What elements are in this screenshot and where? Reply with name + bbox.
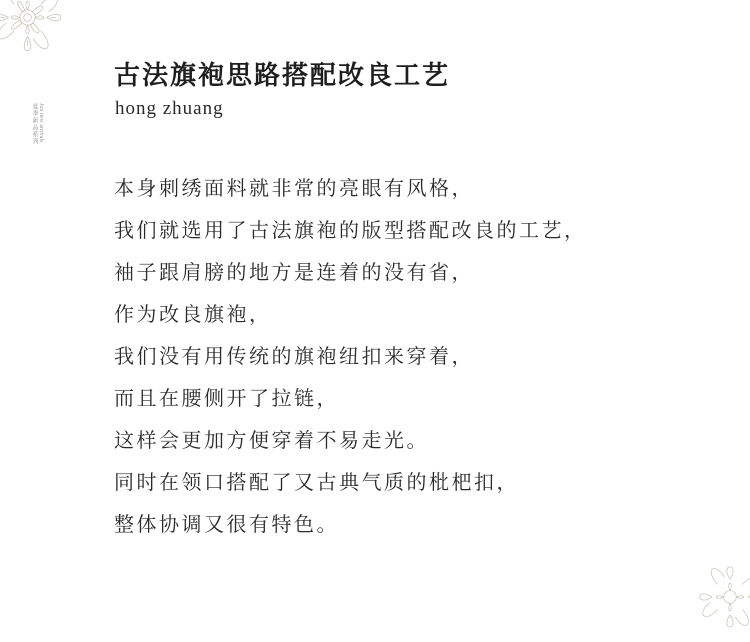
body-line: 而且在腰侧开了拉链， (114, 386, 339, 410)
side-caption (30, 103, 44, 173)
side-caption-zh: 夏季新品系列 (31, 103, 38, 145)
body-line: 作为改良旗袍， (114, 302, 272, 326)
peony-flower-outline-icon (0, 0, 75, 65)
body-line: 整体协调又很有特色。 (114, 512, 339, 536)
body-line: 我们没有用传统的旗袍纽扣来穿着， (114, 344, 474, 368)
page-subtitle: hong zhuang (115, 98, 224, 119)
side-caption-en: Jun new arrivals (38, 103, 44, 143)
body-line: 袖子跟肩膀的地方是连着的没有省， (114, 260, 474, 284)
body-line: 这样会更加方便穿着不易走光。 (114, 428, 429, 452)
body-line: 我们就选用了古法旗袍的版型搭配改良的工艺， (114, 218, 587, 242)
page-title: 古法旗袍思路搭配改良工艺 (114, 61, 451, 91)
peony-flower-outline-icon (685, 552, 750, 642)
body-line: 同时在领口搭配了又古典气质的枇杷扣， (114, 470, 519, 494)
body-line: 本身刺绣面料就非常的亮眼有风格， (114, 176, 474, 200)
body-text (114, 170, 587, 548)
